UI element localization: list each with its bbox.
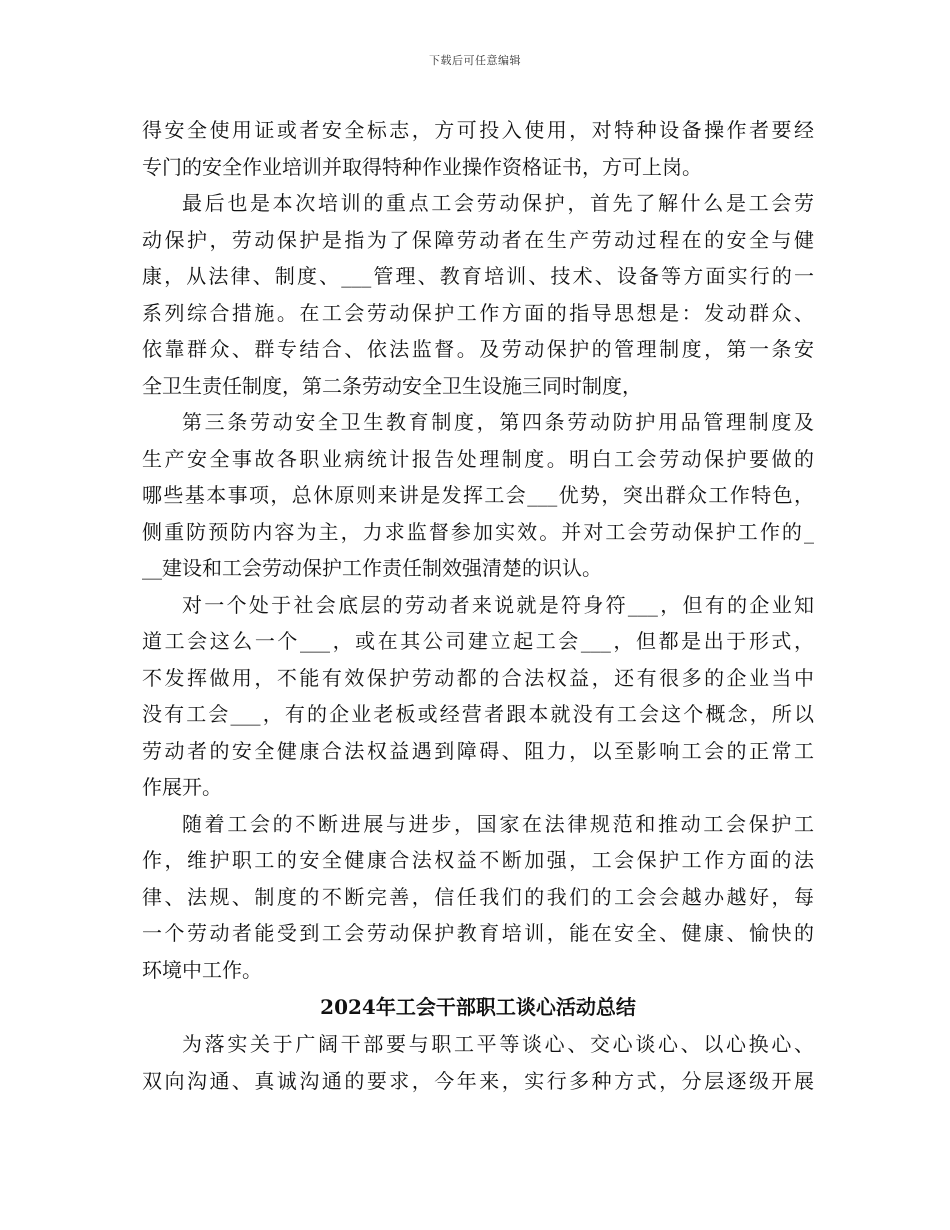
text-line: 为落实关于广阔干部要与职工平等谈心、交心谈心、以心换心、	[182, 1032, 814, 1056]
text-line: 侧重防预防内容为主，力求监督参加实效。并对工会劳动保护工作的_	[142, 519, 814, 544]
text-line: 一个劳动者能受到工会劳动保护教育培训，能在安全、健康、愉快的	[142, 921, 814, 945]
text-line: 最后也是本次培训的重点工会劳动保护，首先了解什么是工会劳	[182, 191, 814, 215]
text-line: 依靠群众、群专结合、依法监督。及劳动保护的管理制度，第一条安	[142, 337, 814, 361]
text-line: 专门的安全作业培训并取得特种作业操作资格证书，方可上岗。	[142, 154, 702, 179]
text-line: 双向沟通、真诚沟通的要求，今年来，实行多种方式，分层逐级开展	[142, 1068, 814, 1093]
text-line: 得安全使用证或者安全标志，方可投入使用，对特种设备操作者要经	[142, 118, 814, 142]
text-line: 动保护，劳动保护是指为了保障劳动者在生产劳动过程在的安全与健	[142, 227, 814, 252]
text-line: 劳动者的安全健康合法权益遇到障碍、阻力，以至影响工会的正常工	[142, 738, 814, 763]
page-header: 下载后可任意编辑	[429, 54, 521, 67]
document-body	[142, 112, 814, 1099]
text-line: 环境中工作。	[142, 957, 262, 982]
text-line: 道工会这么一个___，或在其公司建立起工会___，但都是出于形式，	[142, 629, 814, 653]
section-title: 2024年工会干部职工谈心活动总结	[320, 995, 636, 1019]
text-line: __建设和工会劳动保护工作责任制效强清楚的识认。	[142, 556, 602, 580]
text-line: 系列综合措施。在工会劳动保护工作方面的指导思想是：发动群众、	[142, 300, 814, 325]
paragraph	[142, 1026, 814, 1099]
paragraph	[142, 587, 814, 806]
text-line: 哪些基本事项，总休原则来讲是发挥工会___优势，突出群众工作特色，	[142, 483, 814, 507]
text-line: 对一个处于社会底层的劳动者来说就是符身符___，但有的企业知	[182, 592, 814, 617]
text-line: 全卫生责任制度，第二条劳动安全卫生设施三同时制度，	[142, 373, 642, 398]
text-line: 康，从法律、制度、___管理、教育培训、技术、设备等方面实行的一	[142, 264, 814, 288]
text-line: 没有工会___，有的企业老板或经营者跟本就没有工会这个概念，所以	[142, 702, 814, 726]
text-line: 律、法规、制度的不断完善，信任我们的我们的工会会越办越好，每	[142, 884, 814, 909]
paragraph	[142, 112, 814, 185]
text-line: 随着工会的不断进展与进步，国家在法律规范和推动工会保护工	[182, 811, 814, 836]
text-line: 不发挥做用，不能有效保护劳动都的合法权益，还有很多的企业当中	[142, 665, 814, 690]
text-line: 作，维护职工的安全健康合法权益不断加强，工会保护工作方面的法	[142, 848, 814, 872]
text-line: 第三条劳动安全卫生教育制度，第四条劳动防护用品管理制度及	[182, 410, 814, 434]
paragraph	[142, 185, 814, 404]
text-line: 作展开。	[142, 775, 222, 799]
paragraph	[142, 806, 814, 989]
paragraph	[142, 404, 814, 587]
text-line: 生产安全事故各职业病统计报告处理制度。明白工会劳动保护要做的	[142, 446, 814, 471]
